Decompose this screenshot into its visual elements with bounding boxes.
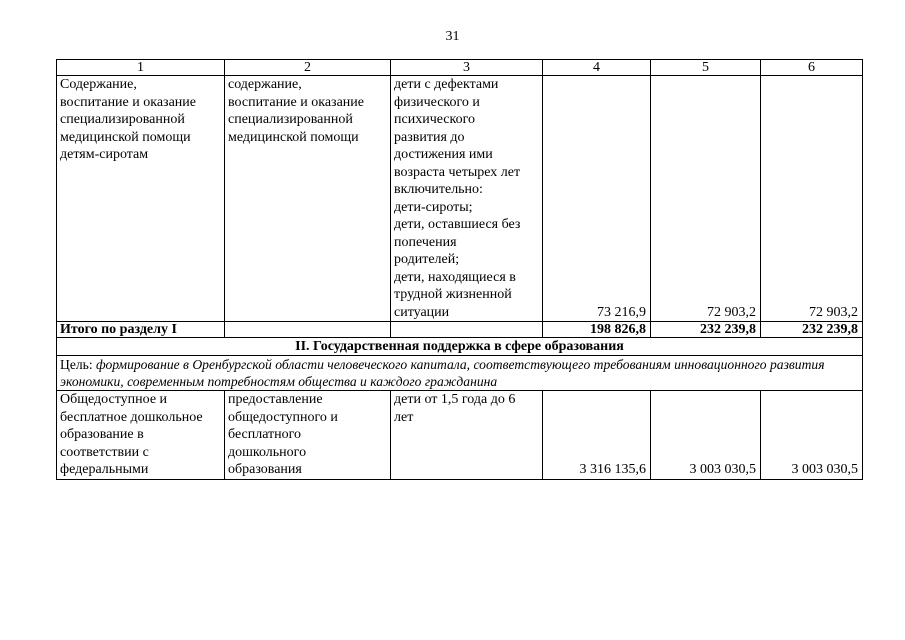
cell-line: соответствии с [60,444,149,460]
empty-cell [225,322,391,338]
column-header: 3 [391,60,543,76]
cell-line: достижения ими [394,147,493,162]
cell-line: медицинской помощи [228,129,359,145]
cell-line: дети от 1,5 года до 6 [394,392,516,407]
cell-line: специализированной [60,112,185,127]
cell-line: Содержание, [60,77,137,92]
cell-line: дети, находящиеся в [394,269,516,285]
goal-prefix: Цель: [60,357,97,372]
measure-cell [225,391,391,480]
cell-line: попечения [394,234,457,250]
total-amount-cell: 198 826,8 [543,322,651,338]
cell-line: дети с дефектами [394,77,499,92]
recipients-cell [391,76,543,322]
cell-line: предоставление [228,392,323,407]
cell-line: специализированной [228,112,353,127]
column-header: 1 [57,60,225,76]
cell-line: воспитание и оказание [228,94,365,110]
total-amount-cell: 232 239,8 [761,322,863,338]
cell-line: медицинской помощи [60,129,191,145]
measure-cell [225,76,391,322]
total-amount-cell: 232 239,8 [651,322,761,338]
table-row [57,391,863,480]
cell-line: ситуации [394,304,450,320]
amount-cell: 3 316 135,6 [543,391,651,480]
section-heading-row [57,338,863,356]
cell-line: включительно: [394,182,483,197]
column-header: 5 [651,60,761,76]
column-header: 2 [225,60,391,76]
empty-cell [391,322,543,338]
cell-line: дети-сироты; [394,199,473,215]
goal-cell [57,356,863,391]
cell-line: психического [394,112,475,127]
amount-cell: 3 003 030,5 [761,391,863,480]
amount-cell: 73 216,9 [543,76,651,322]
activity-name-cell [57,76,225,322]
cell-line: детям-сиротам [60,147,149,162]
section-title: II. Государственная поддержка в сфере образования [57,338,863,356]
page-number: 31 [445,29,460,44]
cell-line: лет [394,409,414,425]
cell-line: федеральными [60,462,149,477]
column-header: 6 [761,60,863,76]
budget-table [56,59,863,480]
total-label: Итого по разделу I [57,322,225,338]
table-row [57,76,863,322]
cell-line: содержание, [228,77,302,92]
cell-line: возраста четырех лет [394,164,521,180]
cell-line: Общедоступное и [60,392,168,407]
cell-line: образования [228,462,302,477]
cell-line: образование в [60,427,144,442]
cell-line: развития до [394,129,465,145]
goal-row [57,356,863,391]
cell-line: дошкольного [228,444,307,460]
section-total-row [57,322,863,338]
cell-line: бесплатного [228,427,302,442]
amount-cell: 72 903,2 [761,76,863,322]
cell-line: трудной жизненной [394,287,512,302]
table-header-row [57,60,863,76]
amount-cell: 3 003 030,5 [651,391,761,480]
cell-line: физического и [394,94,480,110]
goal-text: формирование в Оренбургской области человеческого капитала, соответствующего требованиям инновационного развития экономики, современным потребностям общества и каждого гражданина [60,357,825,389]
cell-line: родителей; [394,252,460,267]
cell-line: общедоступного и [228,409,338,425]
recipients-cell [391,391,543,480]
cell-line: дети, оставшиеся без [394,217,521,232]
cell-line: бесплатное дошкольное [60,409,203,425]
column-header: 4 [543,60,651,76]
amount-cell: 72 903,2 [651,76,761,322]
activity-name-cell [57,391,225,480]
cell-line: воспитание и оказание [60,94,197,110]
